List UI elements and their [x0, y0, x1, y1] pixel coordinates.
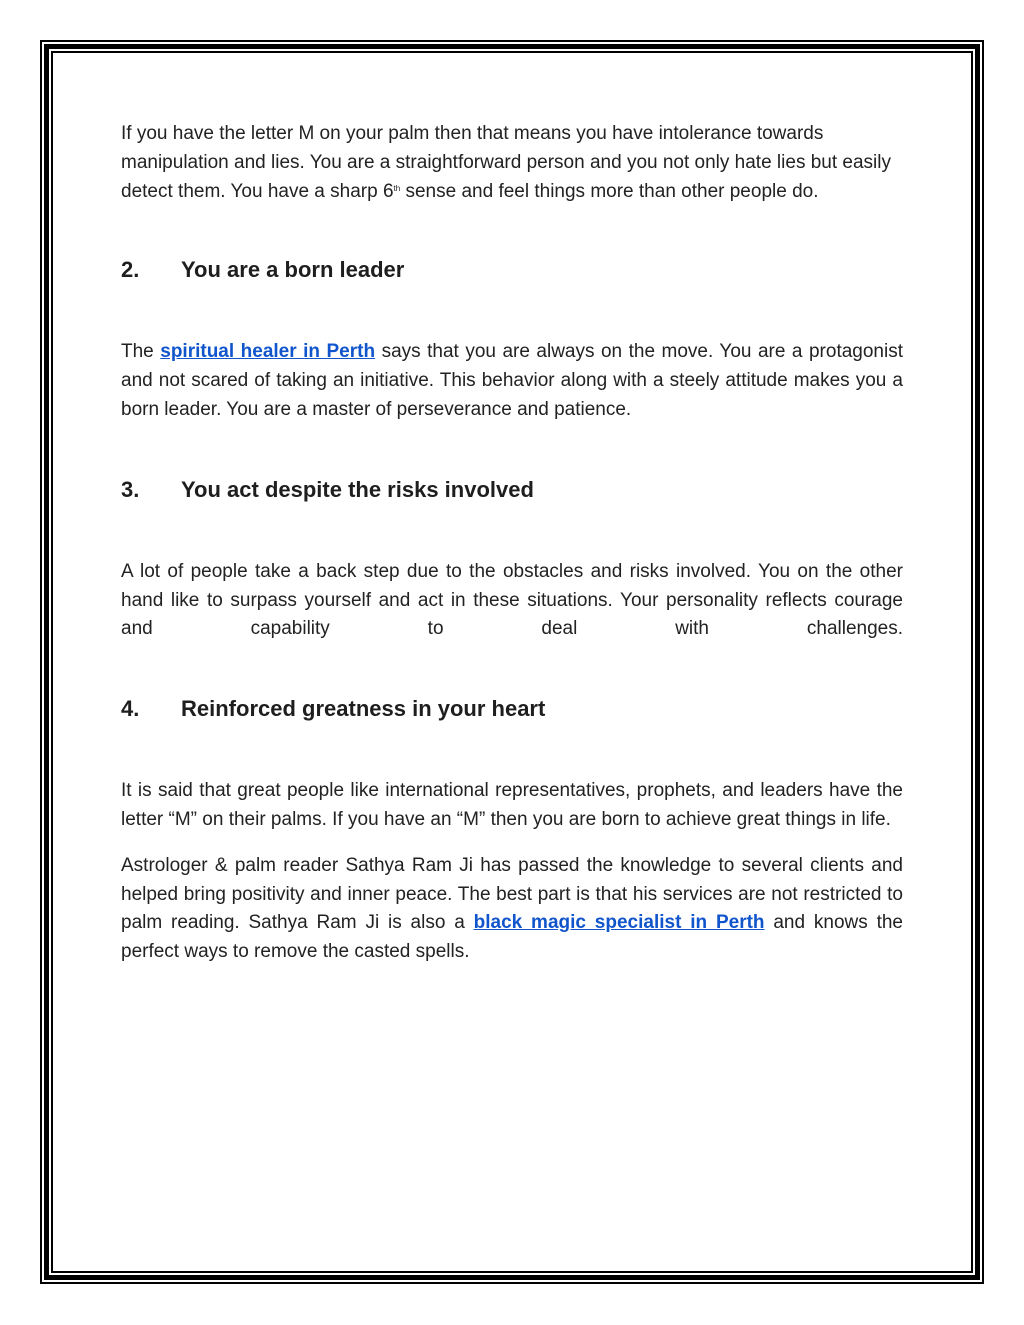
intro-text-end: sense and feel things more than other people do.	[400, 180, 819, 202]
section-4-heading	[121, 694, 903, 724]
section-2-paragraph	[121, 338, 903, 424]
section-3-number: 3.	[121, 476, 140, 502]
closing-text-start: Astrologer & palm reader Sathya Ram Ji has passed the knowledge to several clients and helped bring positivity and inner peace. The best part is that his services are not restricted to palm reading. Sathya Ram Ji is also a	[121, 854, 903, 934]
section-4-paragraph: It is said that great people like international representatives, prophets, and leaders have the letter “M” on their palms. If you have an “M” then you are born to achieve great things in life.	[121, 780, 903, 830]
section-2-number: 2.	[121, 257, 140, 283]
intro-superscript: th	[393, 183, 401, 193]
closing-text-end: and knows the perfect ways to remove the casted spells.	[121, 912, 903, 963]
intro-paragraph	[121, 120, 903, 206]
section-4-number: 4.	[121, 696, 140, 722]
closing-paragraph	[121, 852, 903, 967]
section-3-title: You act despite the risks involved	[181, 476, 534, 502]
section-2-heading	[121, 255, 903, 285]
intro-text-start: If you have the letter M on your palm then that means you have intolerance towards manipulation and lies. You are a straightforward person and you not only hate lies but easily detect them. You have a sharp 6	[121, 123, 891, 202]
document-content	[121, 120, 903, 967]
section-4-title: Reinforced greatness in your heart	[181, 696, 546, 722]
section-2-text-end: says that you are always on the move. You are a protagonist and not scared of taking an initiative. This behavior along with a steely attitude makes you a born leader. You are a master of perseverance and patience.	[121, 341, 903, 420]
spiritual-healer-link[interactable]: spiritual healer in Perth	[160, 341, 376, 363]
section-2-title: You are a born leader	[181, 257, 405, 283]
section-3-heading	[121, 475, 903, 505]
section-2-text-start: The	[121, 341, 161, 363]
black-magic-specialist-link[interactable]: black magic specialist in Perth	[473, 912, 765, 934]
section-3-paragraph: A lot of people take a back step due to the obstacles and risks involved. You on the other hand like to surpass yourself and act in these situations. Your personality reflects courage and capability to deal with challenges.	[121, 560, 903, 640]
